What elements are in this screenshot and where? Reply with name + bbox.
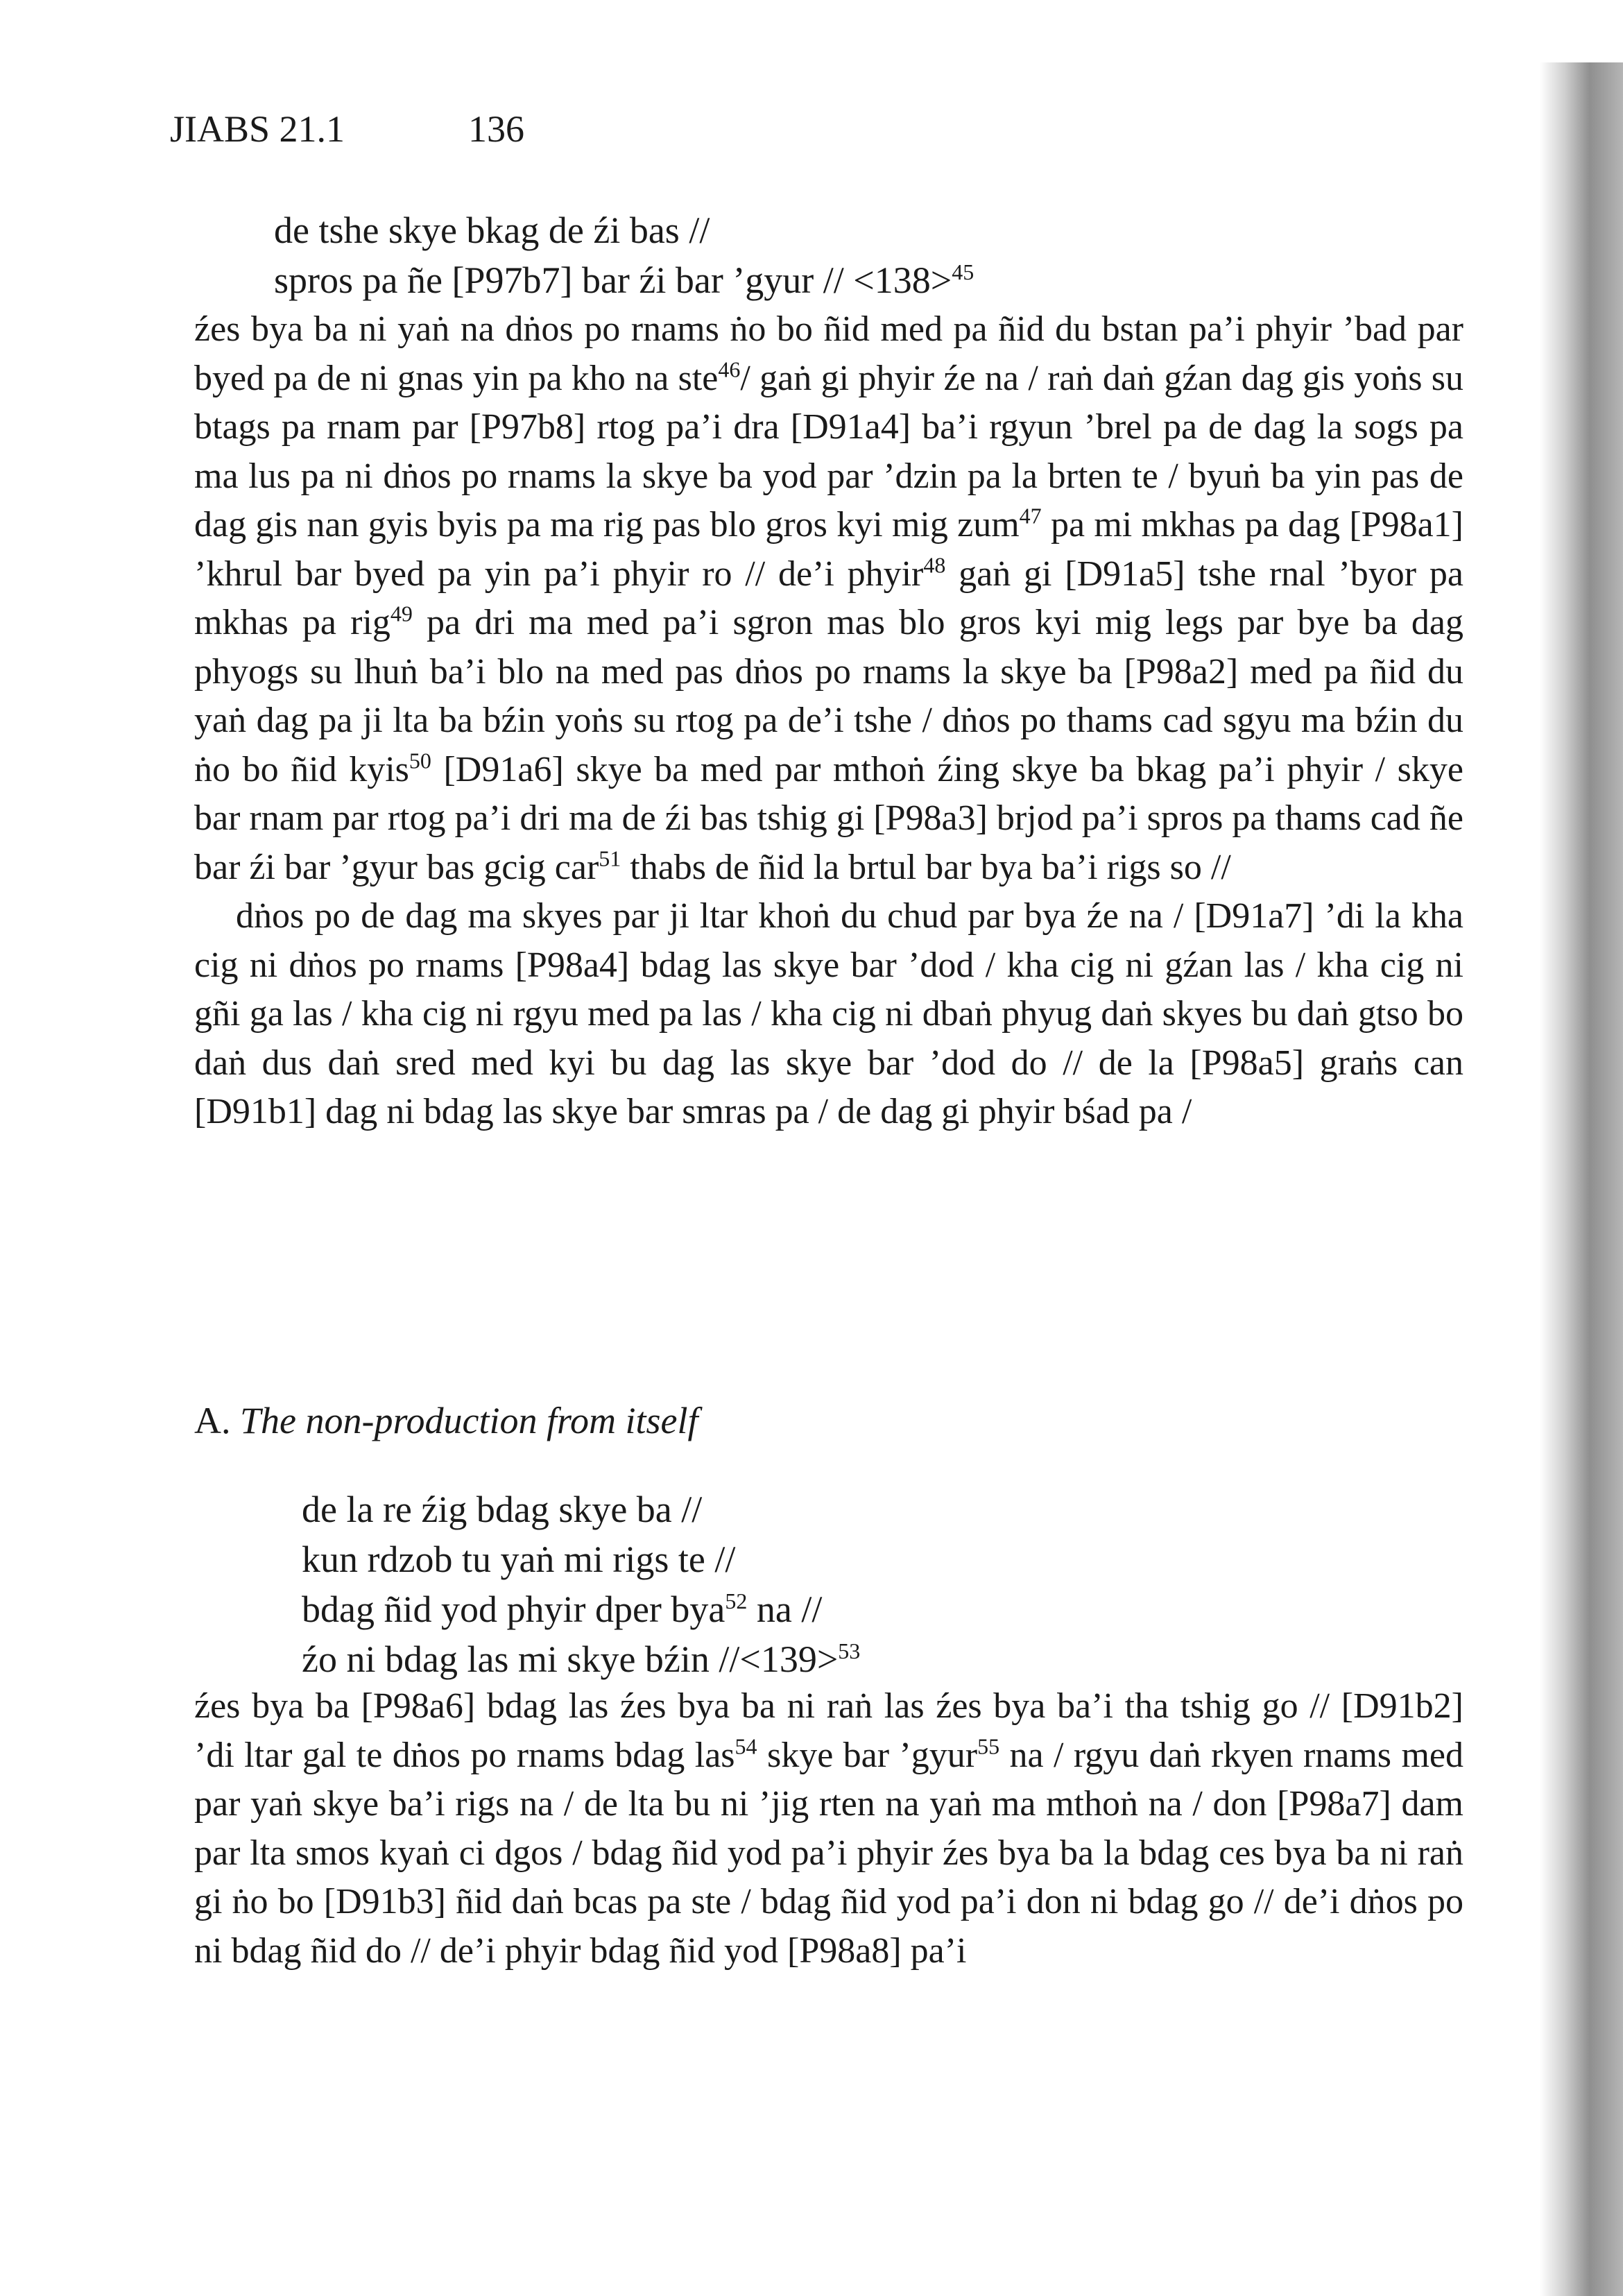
footnote-marker: 48 — [923, 552, 946, 578]
text-run: pa dri ma med pa’i sgron mas blo gros kyi mig legs par bye ba dag phyogs su lhuṅ ba’i blo na med pas dṅos po rnams la skye ba [P98a2] med pa ñid du yaṅ dag pa ji lta ba bźin yoṅs su rtog pa de’i tshe / dṅos po thams cad sgyu ma bźin du ṅo bo ñid kyis — [194, 603, 1463, 789]
section-label: A. — [194, 1400, 231, 1441]
running-header — [170, 104, 524, 154]
paragraph — [194, 1682, 1463, 1976]
commentary-block-1 — [194, 305, 1463, 1137]
verse-line: spros pa ñe [P97b7] bar źi bar ’gyur // <138>$^{45}$ — [274, 259, 974, 301]
verse-line: de la re źig bdag skye ba // — [302, 1489, 703, 1530]
section-heading — [194, 1396, 698, 1446]
paragraph — [194, 305, 1463, 892]
footnote-marker: 47 — [1019, 503, 1042, 529]
verse-line: bdag ñid yod phyir dper bya$^{52}$ na // — [302, 1588, 823, 1630]
text-run: pa mi mkhas pa dag [P98a1] ’khrul bar byed pa yin pa’i phyir ro // de’i phyir — [194, 505, 1463, 594]
text-run: dṅos po de dag ma skyes par ji ltar khoṅ du chud par bya źe na / [D91a7] ’di la kha cig ni dṅos po rnams [P98a4] bdag las skye bar ’dod / kha cig ni gźan las / kha cig ni gñi ga las / kha cig ni rgyu med pa las / kha cig ni dbaṅ phyug daṅ skyes bu daṅ gtso bo daṅ dus daṅ sred med kyi bu dag las skye bar ’dod do // de la [P98a5] graṅs can [D91b1] dag ni bdag las skye bar smras pa / de dag gi phyir bśad pa / — [194, 896, 1463, 1131]
footnote-marker: 46 — [718, 357, 741, 382]
footnote-marker: 54 — [735, 1733, 757, 1759]
text-run: [D91a6] skye ba med par mthoṅ źing skye ba bkag pa’i phyir / skye bar rnam par rtog pa’i dri ma de źi bas tshig gi [P98a3] brjod pa’i spros pa thams cad ñe bar źi bar ’gyur bas gcig car — [194, 749, 1463, 887]
text-run: thabs de ñid la brtul bar bya ba’i rigs so // — [621, 847, 1231, 887]
footnote-marker: 50 — [409, 748, 431, 773]
footnote-marker: 53 — [838, 1638, 861, 1663]
footnote-marker: 49 — [390, 601, 413, 626]
text-run: skye bar ’gyur — [757, 1735, 978, 1775]
verse-line: źo ni bdag las mi skye bźin //<139>$^{53}$ — [302, 1638, 861, 1680]
footnote-marker: 55 — [977, 1733, 1000, 1759]
paragraph — [194, 892, 1463, 1137]
text-run: na / rgyu daṅ rkyen rnams med par yaṅ skye ba’i rigs na / de lta bu ni ’jig rten na yaṅ ma mthoṅ na / don [P98a7] dam par lta smos kyaṅ ci dgos / bdag ñid yod pa’i phyir źes bya ba la bdag ces bya ba ni raṅ gi ṅo bo [D91b3] ñid daṅ bcas pa ste / bdag ñid yod pa’i don ni bdag go // de’i dṅos po ni bdag ñid do // de’i phyir bdag ñid yod [P98a8] pa’i — [194, 1735, 1463, 1971]
commentary-block-2 — [194, 1682, 1463, 1976]
footnote-marker: 52 — [725, 1588, 748, 1613]
text-run: gaṅ gi [D91a5] tshe rnal ’byor pa mkhas pa rig — [194, 554, 1463, 642]
text-run: / gaṅ gi phyir źe na / raṅ daṅ gźan dag gis yoṅs su btags pa rnam par [P97b8] rtog pa’i dra [D91a4] ba’i rgyun ’brel pa de dag la sogs pa ma lus pa ni dṅos po rnams la skye ba yod par ’dzin pa la brten te / byuṅ ba yin pas de dag gis nan gyis byis pa ma rig pas blo gros kyi mig zum — [194, 358, 1463, 545]
text-run: źes bya ba ni yaṅ na dṅos po rnams ṅo bo ñid med pa ñid du bstan pa’i phyir ’bad par byed pa de ni gnas yin pa kho na ste — [194, 309, 1463, 398]
verse-line: kun rdzob tu yaṅ mi rigs te // — [302, 1539, 736, 1580]
journal-title: JIABS 21.1 — [170, 108, 345, 150]
page-number: 136 — [468, 108, 524, 150]
text-run: źes bya ba [P98a6] bdag las źes bya ba ni raṅ las źes bya ba’i tha tshig go // [D91b2] ’di ltar gal te dṅos po rnams bdag las — [194, 1686, 1463, 1775]
verse-block-1 — [274, 205, 974, 305]
footnote-marker: 45 — [952, 259, 974, 284]
section-title: The non-production from itself — [240, 1400, 698, 1441]
verse-line: de tshe skye bkag de źi bas // — [274, 209, 710, 251]
page-edge-shadow — [1540, 62, 1623, 2296]
footnote-marker: 51 — [599, 846, 621, 871]
verse-block-2 — [302, 1484, 860, 1684]
